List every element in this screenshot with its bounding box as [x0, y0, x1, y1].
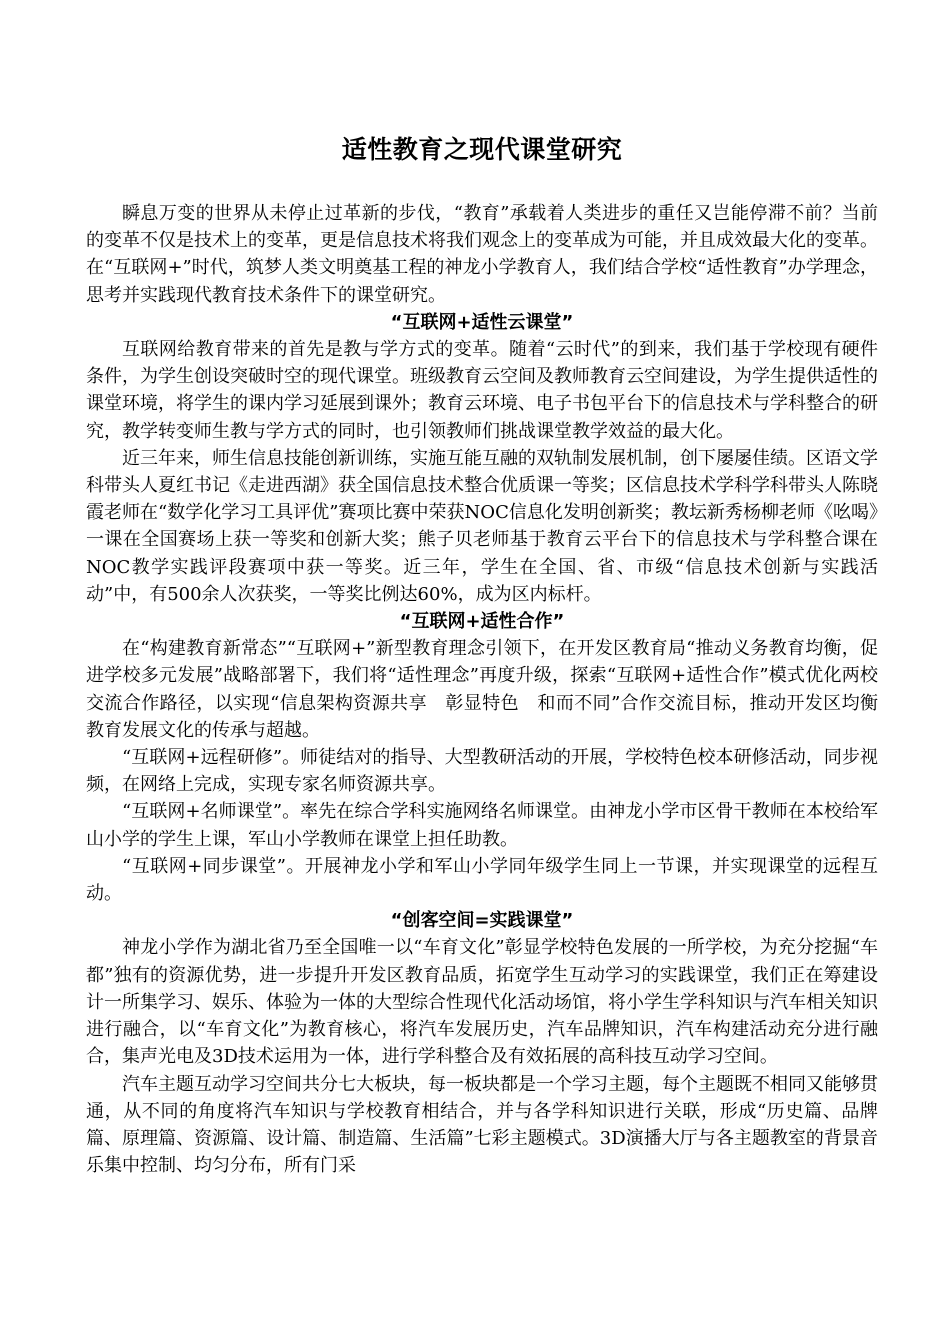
paragraph: 互联网给教育带来的首先是教与学方式的变革。随着“云时代”的到来，我们基于学校现有硬件条件，为学生创设突破时空的现代课堂。班级教育云空间及教师教育云空间建设，为学生提供适性的课堂环境，将学生的课内学习延展到课外；教育云环境、电子书包平台下的信息技术与学科整合的研究，教学转变师生教与学方式的同时，也引领教师们挑战课堂教学效益的最大化。	[86, 339, 878, 442]
document-body	[86, 128, 878, 1179]
paragraph: “互联网+名师课堂”。率先在综合学科实施网络名师课堂。由神龙小学市区骨干教师在本校给军山小学的学生上课，军山小学教师在课堂上担任助教。	[86, 801, 878, 850]
section-heading: “互联网+适性云课堂”	[390, 311, 574, 333]
paragraph: 汽车主题互动学习空间共分七大板块，每一板块都是一个学习主题，每个主题既不相同又能够贯通，从不同的角度将汽车知识与学校教育相结合，并与各学科知识进行关联，形成“历史篇、品牌篇、原理篇、资源篇、设计篇、制造篇、生活篇”七彩主题模式。3D演播大厅与各主题教室的背景音乐集中控制、均匀分布，所有门采	[86, 1073, 878, 1177]
paragraph: “互联网+同步课堂”。开展神龙小学和军山小学同年级学生同上一节课，并实现课堂的远程互动。	[86, 855, 878, 905]
paragraph: 神龙小学作为湖北省乃至全国唯一以“车育文化”彰显学校特色发展的一所学校，为充分挖掘“车都”独有的资源优势，进一步提升开发区教育品质，拓宽学生互动学习的实践课堂，我们正在筹建设计一所集学习、娱乐、体验为一体的大型综合性现代化活动场馆，将小学生学科知识与汽车相关知识进行融合，以“车育文化”为教育核心，将汽车发展历史，汽车品牌知识，汽车构建活动充分进行融合，集声光电及3D技术运用为一体，进行学科整合及有效拓展的高科技互动学习空间。	[86, 937, 878, 1068]
section-heading: “创客空间=实践课堂”	[390, 910, 574, 932]
page-title: 适性教育之现代课堂研究	[341, 135, 623, 164]
section-cooperation	[86, 608, 878, 907]
intro-paragraph: 瞬息万变的世界从未停止过革新的步伐，“教育”承载着人类进步的重任又岂能停滞不前？当前的变革不仅是技术上的变革，更是信息技术将我们观念上的变革成为可能，并且成效最大化的变革。在“互联网+”时代，筑梦人类文明奠基工程的神龙小学教育人，我们结合学校“适性教育”办学理念，思考并实践现代教育技术条件下的课堂研究。	[86, 203, 878, 306]
paragraph: 在“构建教育新常态”“互联网+”新型教育理念引领下，在开发区教育局“推动义务教育均衡，促进学校多元发展”战略部署下，我们将“适性理念”再度升级，探索“互联网+适性合作”模式优化两校交流合作路径，以实现“信息架构资源共享 彰显特色 和而不同”合作交流目标，推动开发区均衡教育发展文化的传承与超越。	[86, 638, 878, 741]
paragraph: “互联网+远程研修”。师徒结对的指导、大型教研活动的开展，学校特色校本研修活动，同步视频，在网络上完成，实现专家名师资源共享。	[86, 747, 878, 796]
section-maker-space	[86, 907, 878, 1179]
section-cloud-classroom	[86, 309, 878, 608]
section-heading: “互联网+适性合作”	[399, 611, 565, 633]
paragraph: 近三年来，师生信息技能创新训练，实施互能互融的双轨制发展机制，创下屡屡佳绩。区语文学科带头人夏红书记《走进西湖》获全国信息技术整合优质课一等奖；区信息技术学科学科带头人陈晓霞老师在“数学化学习工具评优”赛项比赛中荣获NOC信息化发明创新奖；教坛新秀杨柳老师《吆喝》一课在全国赛场上获一等奖和创新大奖；熊子贝老师基于教育云平台下的信息技术与学科整合课在NOC教学实践评段赛项中获一等奖。近三年，学生在全国、省、市级“信息技术创新与实践活动”中，有500余人次获奖，一等奖比例达60%，成为区内标杆。	[86, 447, 878, 605]
